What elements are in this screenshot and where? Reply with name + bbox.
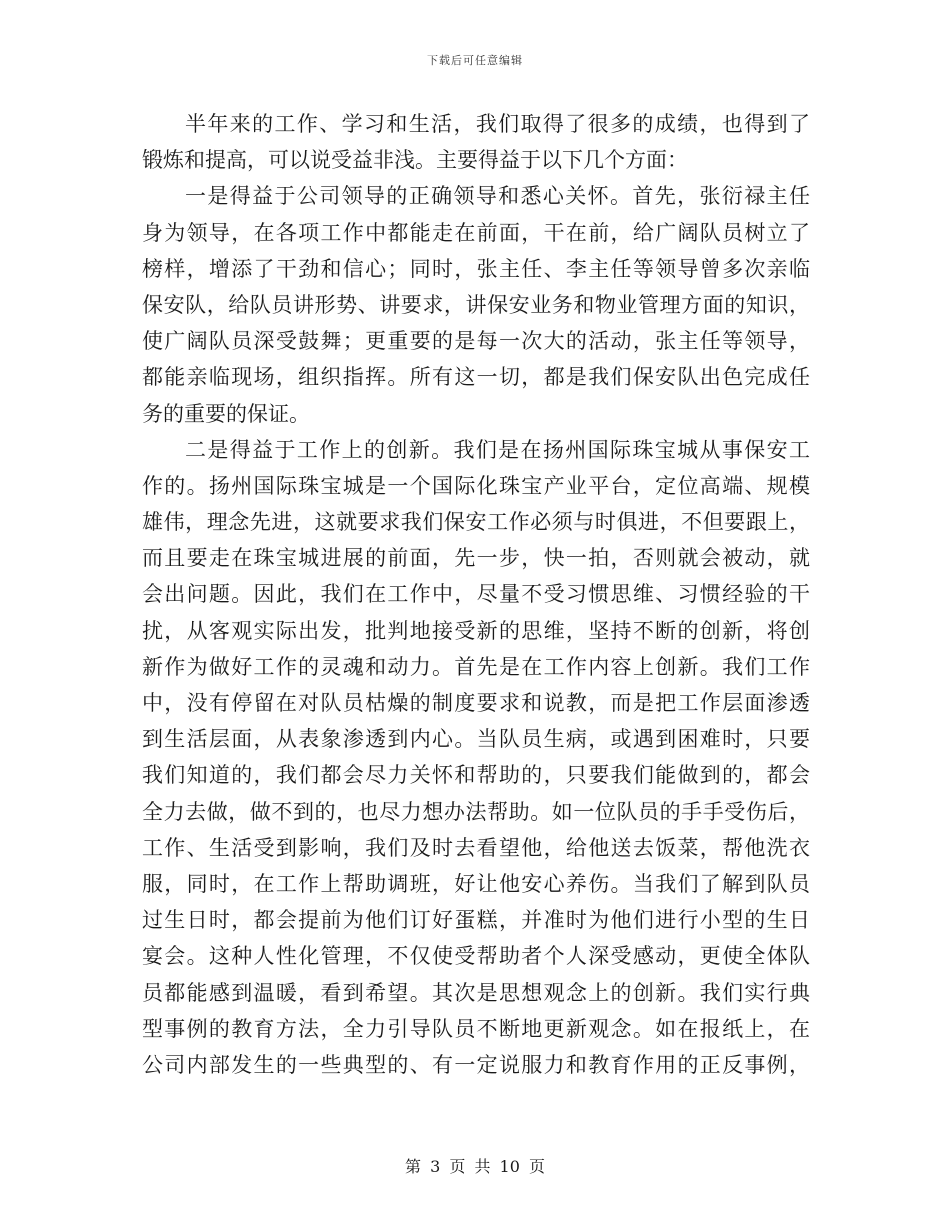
text-line: 榜样，增添了干劲和信心；同时，张主任、李主任等领导曾多次亲临 [142, 256, 810, 281]
text-line: 到生活层面，从表象渗透到内心。当队员生病，或遇到困难时，只要 [142, 727, 810, 752]
text-line: 二是得益于工作上的创新。我们是在扬州国际珠宝城从事保安工 [185, 437, 810, 462]
text-line: 过生日时，都会提前为他们订好蛋糕，并准时为他们进行小型的生日 [142, 908, 810, 933]
text-line: 新作为做好工作的灵魂和动力。首先是在工作内容上创新。我们工作 [142, 654, 810, 679]
text-line: 务的重要的保证。 [142, 401, 310, 426]
text-line: 都能亲临现场，组织指挥。所有这一切，都是我们保安队出色完成任 [142, 365, 810, 390]
text-line: 半年来的工作、学习和生活，我们取得了很多的成绩，也得到了 [185, 112, 810, 136]
text-line: 员都能感到温暖，看到希望。其次是思想观念上的创新。我们实行典 [142, 980, 810, 1005]
text-line: 全力去做，做不到的，也尽力想办法帮助。如一位队员的手手受伤后， [142, 799, 810, 824]
text-line: 中，没有停留在对队员枯燥的制度要求和说教，而是把工作层面渗透 [142, 691, 810, 715]
text-line: 使广阔队员深受鼓舞；更重要的是每一次大的活动，张主任等领导， [142, 329, 810, 354]
text-line: 扰，从客观实际出发，批判地接受新的思维，坚持不断的创新，将创 [142, 618, 810, 643]
page-number-footer: 第 3 页 共 10 页 [405, 1157, 545, 1176]
text-line: 我们知道的，我们都会尽力关怀和帮助的，只要我们能做到的，都会 [142, 763, 810, 788]
text-line: 工作、生活受到影响，我们及时去看望他，给他送去饭菜，帮他洗衣 [142, 835, 810, 860]
text-line: 而且要走在珠宝城进展的前面，先一步，快一拍，否则就会被动，就 [142, 546, 810, 571]
text-line: 作的。扬州国际珠宝城是一个国际化珠宝产业平台，定位高端、规模 [142, 473, 810, 498]
text-line: 型事例的教育方法，全力引导队员不断地更新观念。如在报纸上，在 [142, 1016, 810, 1041]
text-line: 服，同时，在工作上帮助调班，好让他安心养伤。当我们了解到队员 [142, 871, 810, 896]
text-line: 锻炼和提高，可以说受益非浅。主要得益于以下几个方面： [142, 148, 688, 173]
text-line: 一是得益于公司领导的正确领导和悉心关怀。首先，张衍禄主任 [185, 184, 810, 209]
document-body [142, 106, 810, 1083]
page-header-note: 下载后可任意编辑 [427, 54, 523, 67]
text-line: 公司内部发生的一些典型的、有一定说服力和教育作用的正反事例， [142, 1052, 810, 1077]
text-line: 身为领导，在各项工作中都能走在前面，干在前，给广阔队员树立了 [142, 220, 810, 245]
text-line: 雄伟，理念先进，这就要求我们保安工作必须与时俱进，不但要跟上， [142, 510, 810, 535]
text-line: 会出问题。因此，我们在工作中，尽量不受习惯思维、习惯经验的干 [142, 582, 810, 607]
text-line: 宴会。这种人性化管理，不仅使受帮助者个人深受感动，更使全体队 [142, 944, 810, 969]
text-line: 保安队，给队员讲形势、讲要求，讲保安业务和物业管理方面的知识， [142, 292, 810, 317]
